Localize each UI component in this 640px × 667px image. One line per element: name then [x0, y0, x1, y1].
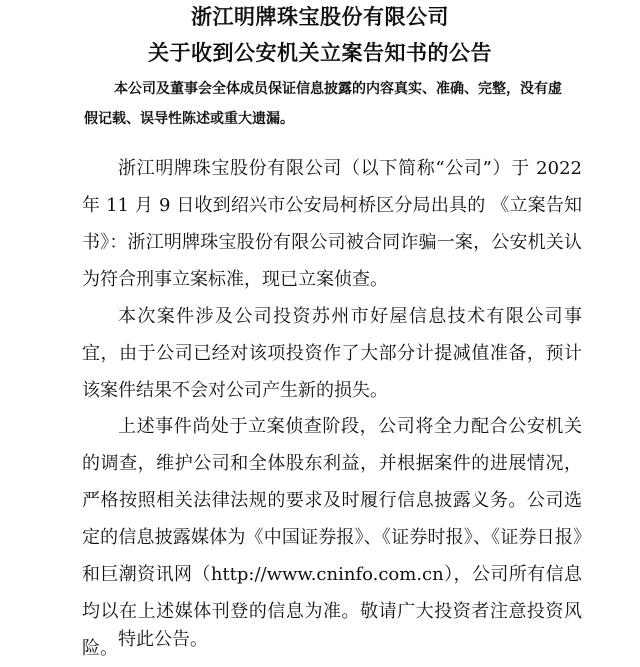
board-statement: 本公司及董事会全体成员保证信息披露的内容真实、准确、完整，没有虚假记载、误导性陈述或重大遗漏。: [84, 81, 562, 127]
paragraph-disclosure: 上述事件尚处于立案侦查阶段，公司将全力配合公安机关的调查，维护公司和全体股东利益，并根据案件的进展情况，严格按照相关法律法规的要求及时履行信息披露义务。公司选定的信息披露媒体为《中国证券报》、《证券时报》、《证券日报》和巨潮资讯网（http://www.cninfo.com.cn），公司所有信息均以在上述媒体刊登的信息为准。敬请广大投资者注意投资风险。: [82, 416, 582, 659]
paragraph-closing: 特此公告。: [118, 629, 208, 650]
paragraph-investment-impact: 本次案件涉及公司投资苏州市好屋信息技术有限公司事宜，由于公司已经对该项投资作了大部分计提减值准备，预计该案件结果不会对公司产生新的损失。: [82, 306, 582, 401]
company-name: 浙江明牌珠宝股份有限公司: [191, 5, 449, 29]
announcement-title: 关于收到公安机关立案告知书的公告: [148, 41, 492, 65]
paragraph-case-notice: 浙江明牌珠宝股份有限公司（以下简称“公司”）于 2022 年 11 月 9 日收到绍兴市公安局柯桥区分局出具的 《立案告知书》：浙江明牌珠宝股份有限公司被合同诈骗一案，公安机关认为符合刑事立案标准，现已立案侦查。: [82, 158, 582, 290]
